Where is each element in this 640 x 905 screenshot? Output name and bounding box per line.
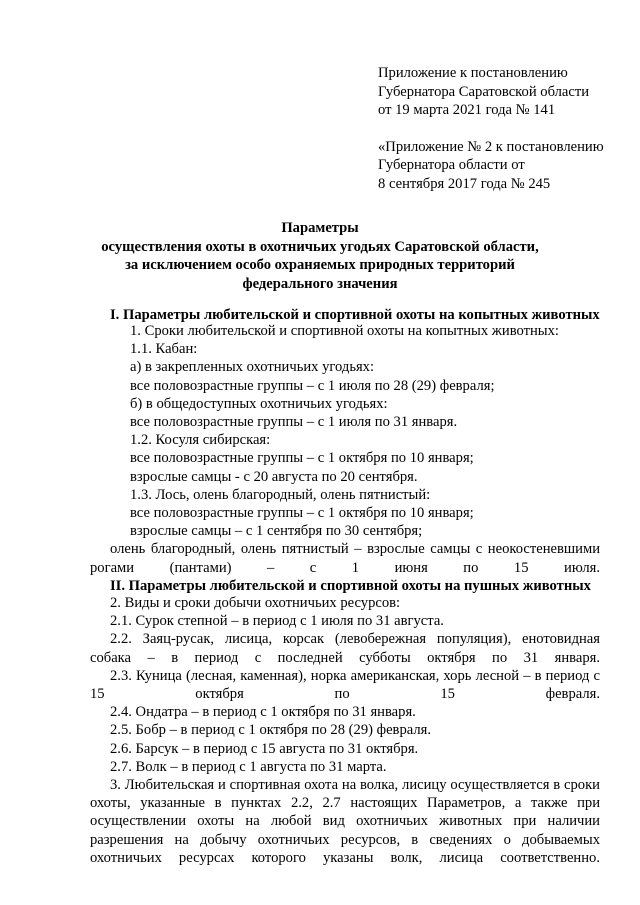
annex2-line: 8 сентября 2017 года № 245 [378, 175, 551, 192]
text-line: а) в закрепленных охотничьих угодьях: [130, 359, 375, 376]
text-para: 2.1. Сурок степной – в период с 1 июля по 31 августа. [110, 613, 444, 630]
section2-heading: II. Параметры любительской и спортивной охоты на пушных животных [110, 578, 591, 594]
document-title [0, 219, 640, 293]
text-para: 3. Любительская и спортивная охота на волка, лисицу осуществляется в сроки охоты, указанные в пунктах 2.2, 2.7 настоящих Параметров, а также при осуществлении охоты на любой вид охотничьих животных при наличии разрешения на добычу охотничьих ресурсов, в сведениях о добываемых охотничьих ресурсах которого указаны волк, лисица соответственно. [90, 777, 600, 866]
text-para: 2.6. Барсук – в период с 15 августа по 31 октября. [110, 740, 419, 757]
text-line: взрослые самцы - с 20 августа по 20 сентября. [130, 468, 418, 485]
text-line: 1. Сроки любительской и спортивной охоты на копытных животных: [130, 323, 559, 339]
annex2-line: «Приложение № 2 к постановлению [378, 138, 604, 155]
text-line: все половозрастные группы – с 1 октября по 10 января; [130, 450, 474, 467]
text-line: 1.1. Кабан: [130, 341, 198, 358]
title-line: федерального значения [242, 275, 398, 292]
section2-body [90, 594, 600, 867]
text-line: взрослые самцы – с 1 сентября по 30 сентября; [130, 523, 423, 540]
text-para: олень благородный, олень пятнистый – взрослые самцы с неокостеневшими рогами (пантами) – с 1 июня по 15 июля. [90, 541, 600, 576]
annex-line: Приложение к постановлению [378, 65, 568, 81]
title-line: Параметры [281, 220, 359, 236]
text-line: все половозрастные группы – с 1 июля по 31 января. [130, 414, 458, 431]
text-line: 1.2. Косуля сибирская: [130, 432, 271, 449]
text-para: 2.2. Заяц-русак, лисица, корсак (левобережная популяция), енотовидная собака – в период с последней субботы октября по 31 января. [90, 631, 600, 666]
text-line: б) в общедоступных охотничьих угодьях: [130, 395, 388, 412]
text-line: все половозрастные группы – с 1 июля по 28 (29) февраля; [130, 377, 495, 394]
text-para: 2.5. Бобр – в период с 1 октября по 28 (29) февраля. [110, 722, 431, 739]
text-para: 2. Виды и сроки добычи охотничьих ресурсов: [110, 595, 401, 611]
text-para: 2.4. Ондатра – в период с 1 октября по 31 января. [110, 704, 416, 721]
section1-body [90, 322, 600, 577]
text-para: 2.7. Волк – в период с 1 августа по 31 марта. [110, 758, 387, 775]
annex-header [378, 64, 604, 193]
annex-line: от 19 марта 2021 года № 141 [378, 102, 556, 118]
annex2-line: Губернатора области от [378, 157, 525, 173]
annex-line: Губернатора Саратовской области [378, 83, 590, 100]
section1-heading: I. Параметры любительской и спортивной охоты на копытных животных [110, 307, 600, 323]
text-line: 1.3. Лось, олень благородный, олень пятнистый: [130, 486, 431, 503]
title-line: за исключением особо охраняемых природных территорий [125, 257, 515, 273]
text-line: все половозрастные группы – с 1 октября по 10 января; [130, 505, 474, 522]
text-para: 2.3. Куница (лесная, каменная), норка американская, хорь лесной – в период с 15 октября по 15 февраля. [90, 667, 600, 703]
title-line: осуществления охоты в охотничьих угодьях Саратовской области, [101, 238, 539, 255]
